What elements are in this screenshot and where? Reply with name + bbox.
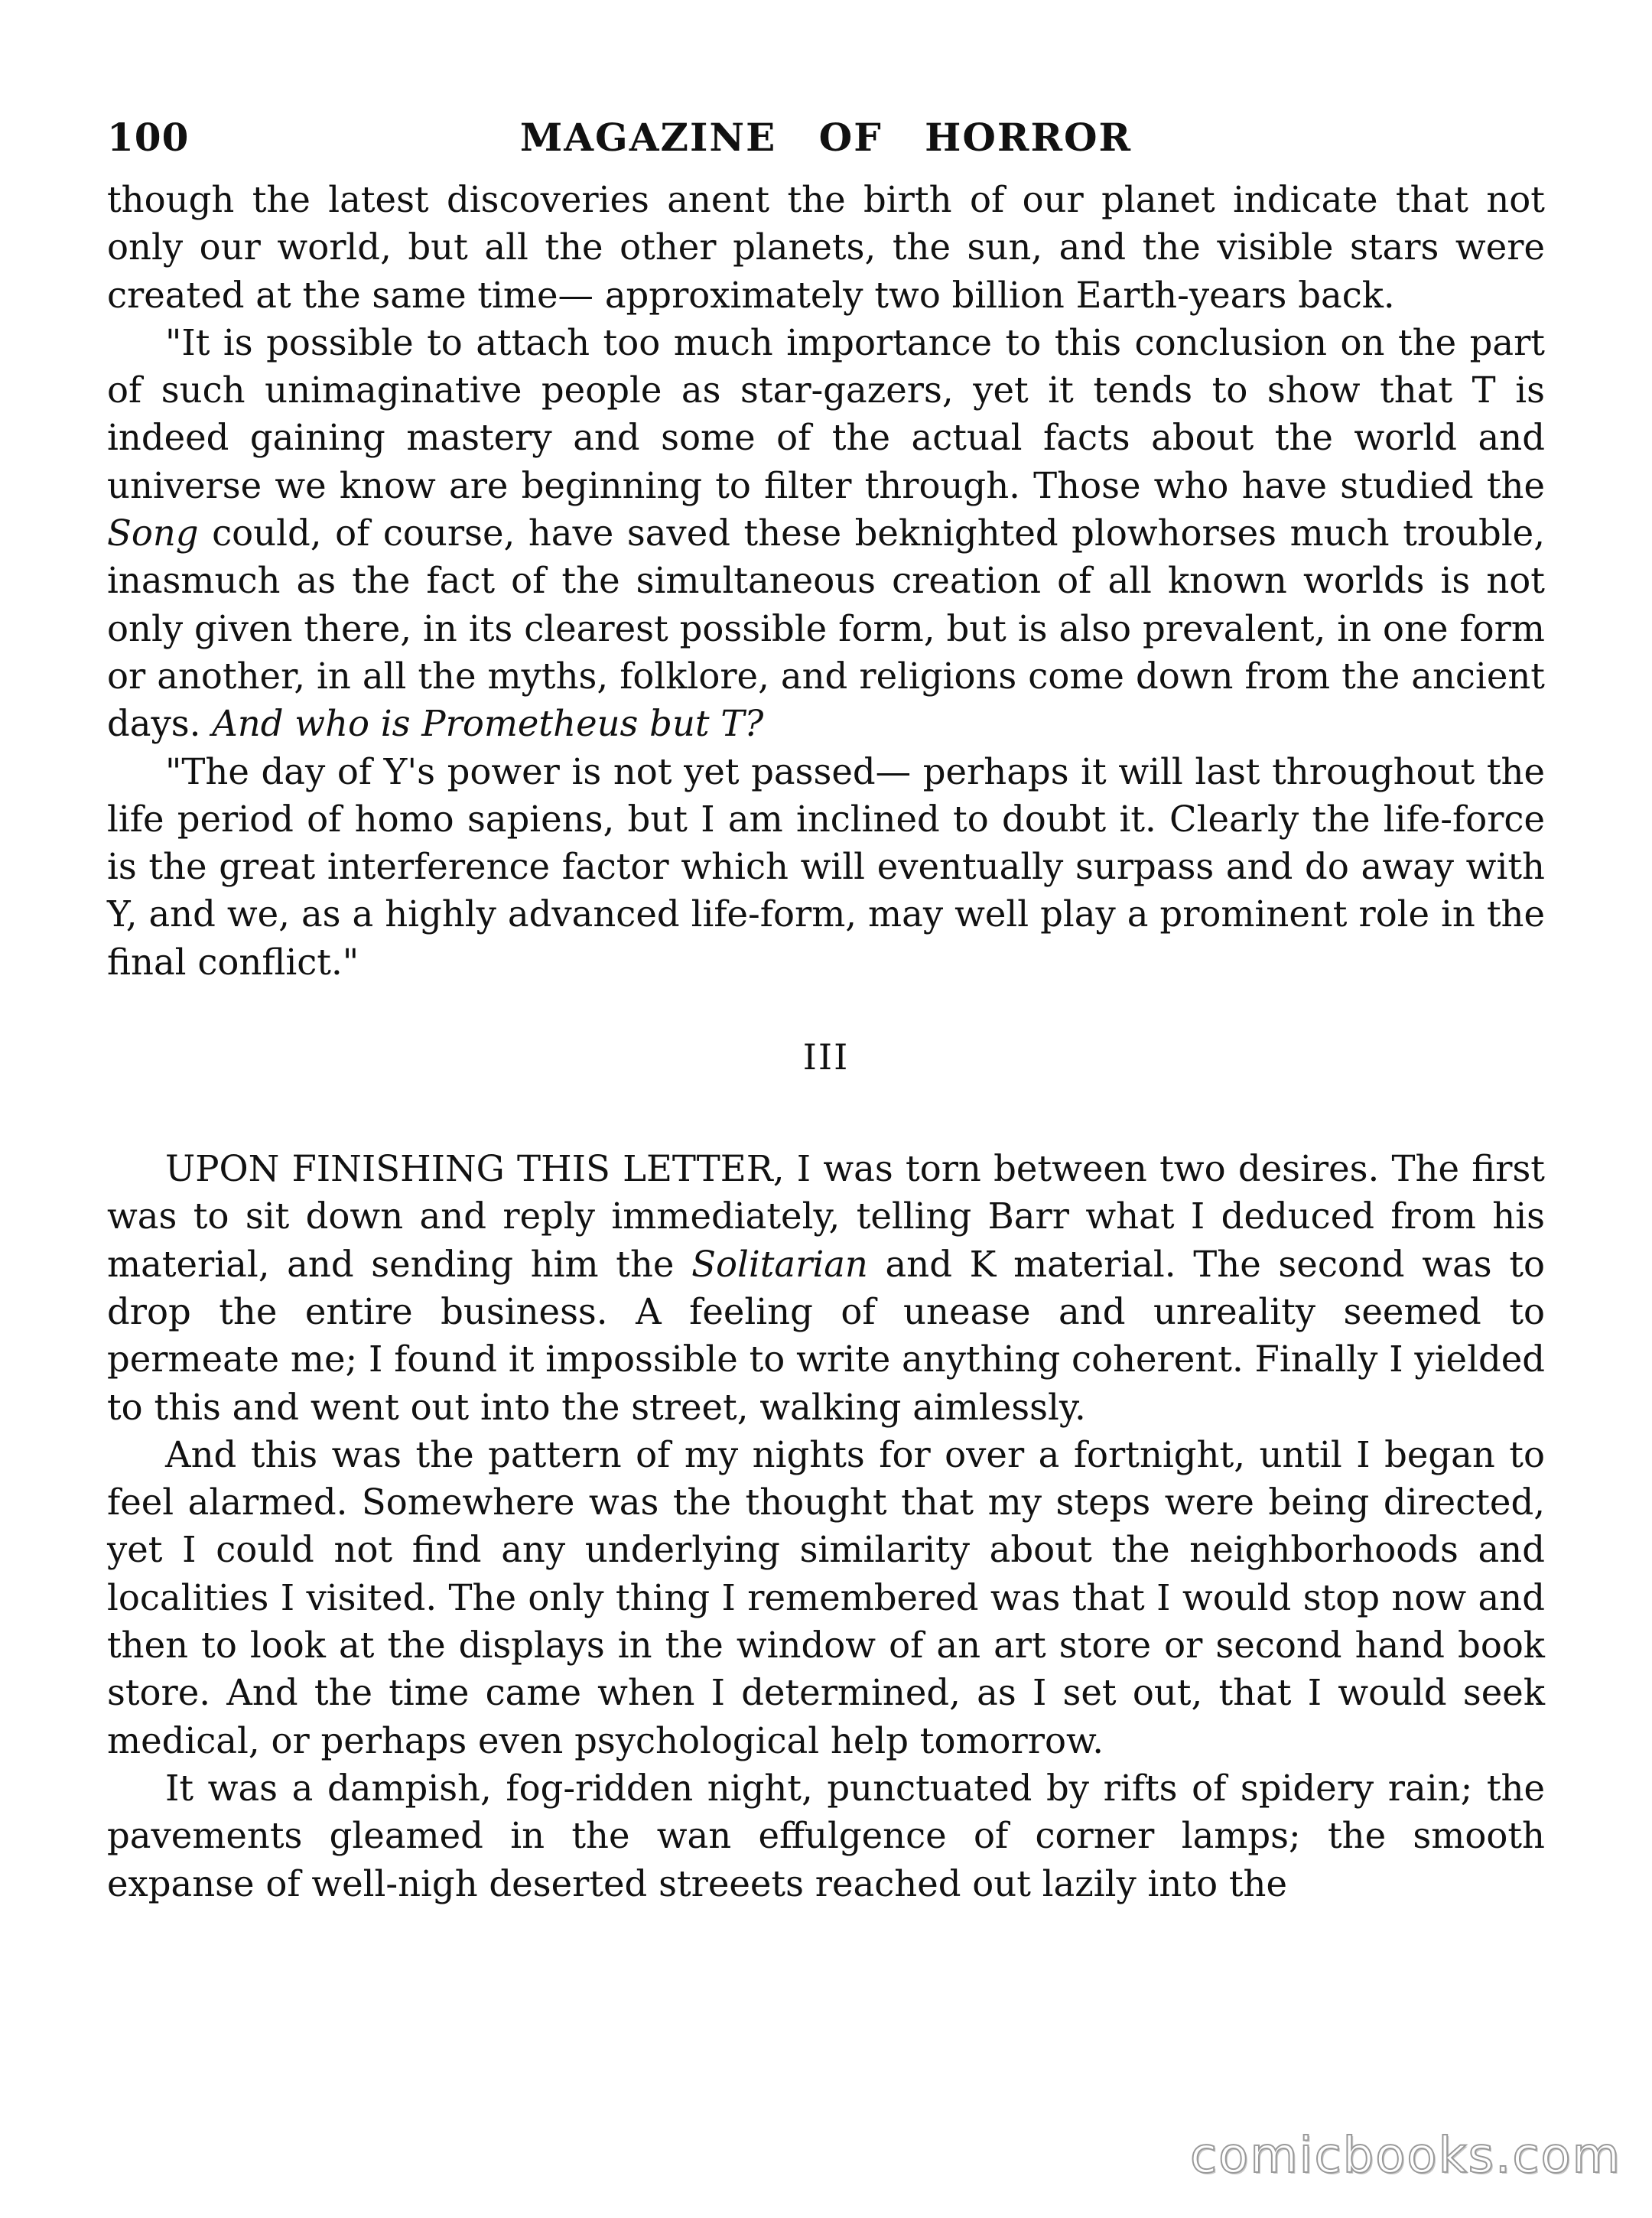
magazine-title: MAGAZINE OF HORROR [519,115,1133,160]
running-head [107,115,1545,176]
section-heading: III [802,1036,850,1078]
paragraph-6 [107,1764,1545,1907]
paragraph-3 [107,748,1545,986]
paragraph-2-text-b: could, of course, have saved these beknighted plowhorses much trouble, inasmuch as the fact of the simultaneous creation of all known worlds is not only given there, in its clearest possible form, but is also prevalent, in one form or another, in all the myths, folklore, and religions come down from the ancient days. [107,512,1545,745]
paragraph-4 [107,1145,1545,1431]
page-number: 100 [107,115,190,160]
paragraph-5-text: And this was the pattern of my nights for over a fortnight, until I began to feel alarmed. Somewhere was the thought that my steps were being directed, yet I could not find any underlying similarity about the neighborhoods and localities I visited. The only thing I remembered was that I would stop now and then to look at the displays in the window of an art store or second hand book store. And the time came when I determined, as I set out, that I would seek medical, or perhaps even psychological help tomorrow. [107,1433,1545,1761]
paragraph-2-text-a: "It is possible to attach too much importance to this conclusion on the part of such unimaginative people as star-gazers, yet it tends to show that T is indeed gaining mastery and some of the actual facts about the world and universe we know are beginning to filter through. Those who have studied the [107,321,1545,506]
italic-question: And who is Prometheus but T? [212,703,764,745]
page [107,115,1545,1907]
paragraph-4-text-b: and K material. The second was to drop the entire business. A feeling of unease and unreality seemed to permeate me; I found it impossible to write anything coherent. Finally I yielded to this and went out into the street, walking aimlessly. [107,1243,1545,1428]
paragraph-3-text: "The day of Y's power is not yet passed— perhaps it will last throughout the life period of homo sapiens, but I am inclined to doubt it. Clearly the life-force is the great interference factor which will eventually surpass and do away with Y, and we, as a highly advanced life-form, may well play a prominent role in the final conflict." [107,750,1545,983]
watermark: comicbooks.com [1189,2128,1621,2184]
title-song: Song [107,512,199,554]
article-body [107,176,1545,1907]
paragraph-6-text: It was a dampish, fog-ridden night, punctuated by rifts of spidery rain; the pavements gleamed in the wan effulgence of corner lamps; the smooth expanse of well-nigh deserted streeets reached out lazily into the [107,1767,1545,1904]
paragraph-5 [107,1431,1545,1764]
paragraph-1-text: though the latest discoveries anent the birth of our planet indicate that not only our world, but all the other planets, the sun, and the visible stars were created at the same time— approximately two billion Earth-years back. [107,179,1545,316]
paragraph-2 [107,319,1545,748]
title-solitarian: Solitarian [691,1243,868,1285]
paragraph-4-text-a: UPON FINISHING THIS LETTER, I was torn between two desires. The first was to sit down and reply immediately, telling Barr what I deduced from his material, and sending him the [107,1148,1545,1285]
paragraph-1 [107,176,1545,319]
